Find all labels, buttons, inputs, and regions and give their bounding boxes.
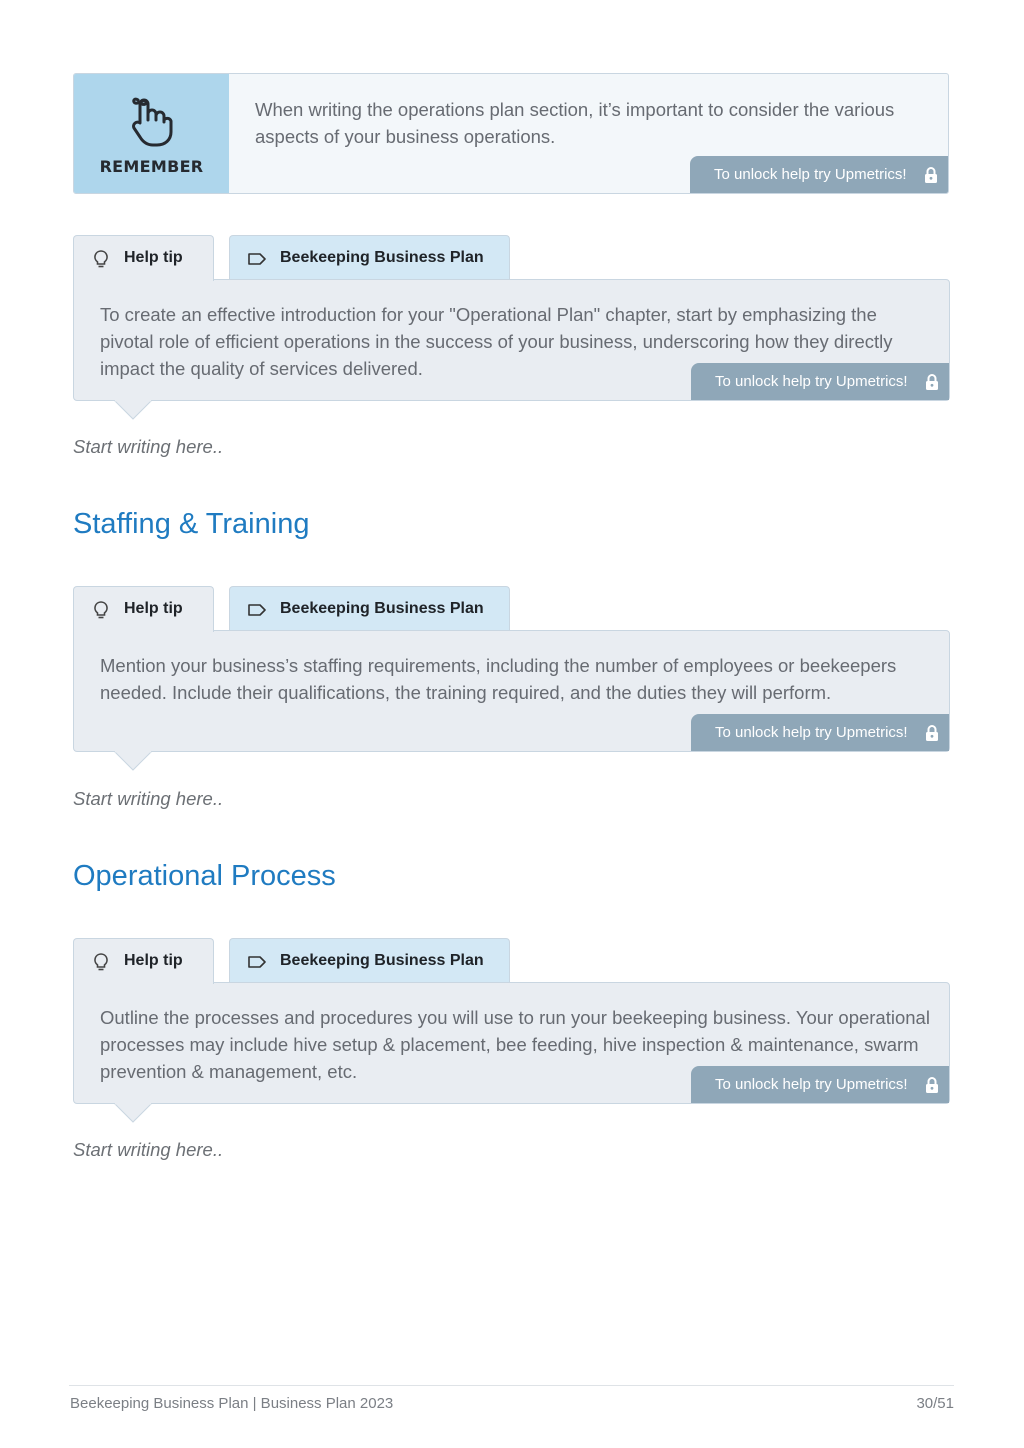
start-writing-placeholder[interactable]: Start writing here.. (73, 788, 224, 809)
section-heading-operational-process: Operational Process (73, 860, 336, 892)
unlock-help-button[interactable] (691, 1066, 949, 1103)
tag-icon (247, 600, 267, 620)
help-tip-text: Mention your business’s staffing requirements, including the number of employees or beekeepers needed. Include their qualifications, the training required, and the duties they will perform. (100, 655, 897, 703)
callout-pointer (114, 400, 152, 420)
lightbulb-icon (91, 600, 111, 620)
help-tip-body (73, 279, 950, 401)
unlock-label: To unlock help try Upmetrics! (715, 1076, 908, 1093)
remember-label: REMEMBER (99, 157, 204, 176)
tab-plan-label: Beekeeping Business Plan (280, 952, 484, 969)
unlock-label: To unlock help try Upmetrics! (714, 166, 907, 183)
section-heading-staffing: Staffing & Training (73, 508, 310, 540)
remember-text: When writing the operations plan section, it’s important to consider the various aspects of your business operations. (255, 99, 895, 147)
footer-page-number: 30/51 (916, 1395, 954, 1412)
help-tip-body (73, 630, 950, 752)
lock-icon (925, 725, 939, 741)
unlock-help-button[interactable] (691, 714, 949, 751)
start-writing-placeholder[interactable]: Start writing here.. (73, 436, 224, 457)
footer-divider (69, 1385, 954, 1386)
unlock-help-button[interactable] (691, 363, 949, 400)
callout-pointer (114, 1103, 152, 1123)
help-tip-text: To create an effective introduction for your "Operational Plan" chapter, start by emphasizing the pivotal role of efficient operations in the success of your business, underscoring how they directly impact the quality of services delivered. (100, 304, 893, 379)
tag-icon (247, 249, 267, 269)
lightbulb-icon (91, 249, 111, 269)
tab-beekeeping-plan[interactable] (229, 586, 510, 631)
tab-plan-label: Beekeeping Business Plan (280, 600, 484, 617)
lock-icon (925, 374, 939, 390)
finger-string-icon (126, 92, 176, 148)
tab-help-tip-label: Help tip (124, 952, 183, 969)
start-writing-placeholder[interactable]: Start writing here.. (73, 1139, 224, 1160)
callout-pointer (114, 751, 152, 771)
tab-beekeeping-plan[interactable] (229, 938, 510, 983)
remember-callout (73, 73, 949, 194)
unlock-label: To unlock help try Upmetrics! (715, 724, 908, 741)
unlock-help-button[interactable] (690, 156, 948, 193)
lightbulb-icon (91, 952, 111, 972)
remember-side-panel (74, 74, 229, 193)
lock-icon (924, 167, 938, 183)
footer-document-title: Beekeeping Business Plan | Business Plan 2023 (70, 1395, 394, 1412)
tab-help-tip-label: Help tip (124, 249, 183, 266)
tab-plan-label: Beekeeping Business Plan (280, 249, 484, 266)
tab-beekeeping-plan[interactable] (229, 235, 510, 280)
tab-help-tip[interactable] (73, 938, 214, 984)
help-tip-body (73, 982, 950, 1104)
tab-help-tip[interactable] (73, 235, 214, 281)
lock-icon (925, 1077, 939, 1093)
tab-help-tip-label: Help tip (124, 600, 183, 617)
unlock-label: To unlock help try Upmetrics! (715, 373, 908, 390)
tab-help-tip[interactable] (73, 586, 214, 632)
help-tip-text: Outline the processes and procedures you will use to run your beekeeping business. Your operational processes may include hive setup & placement, bee feeding, hive inspection & maintenance, swarm prevention & management, etc. (100, 1007, 930, 1082)
tag-icon (247, 952, 267, 972)
